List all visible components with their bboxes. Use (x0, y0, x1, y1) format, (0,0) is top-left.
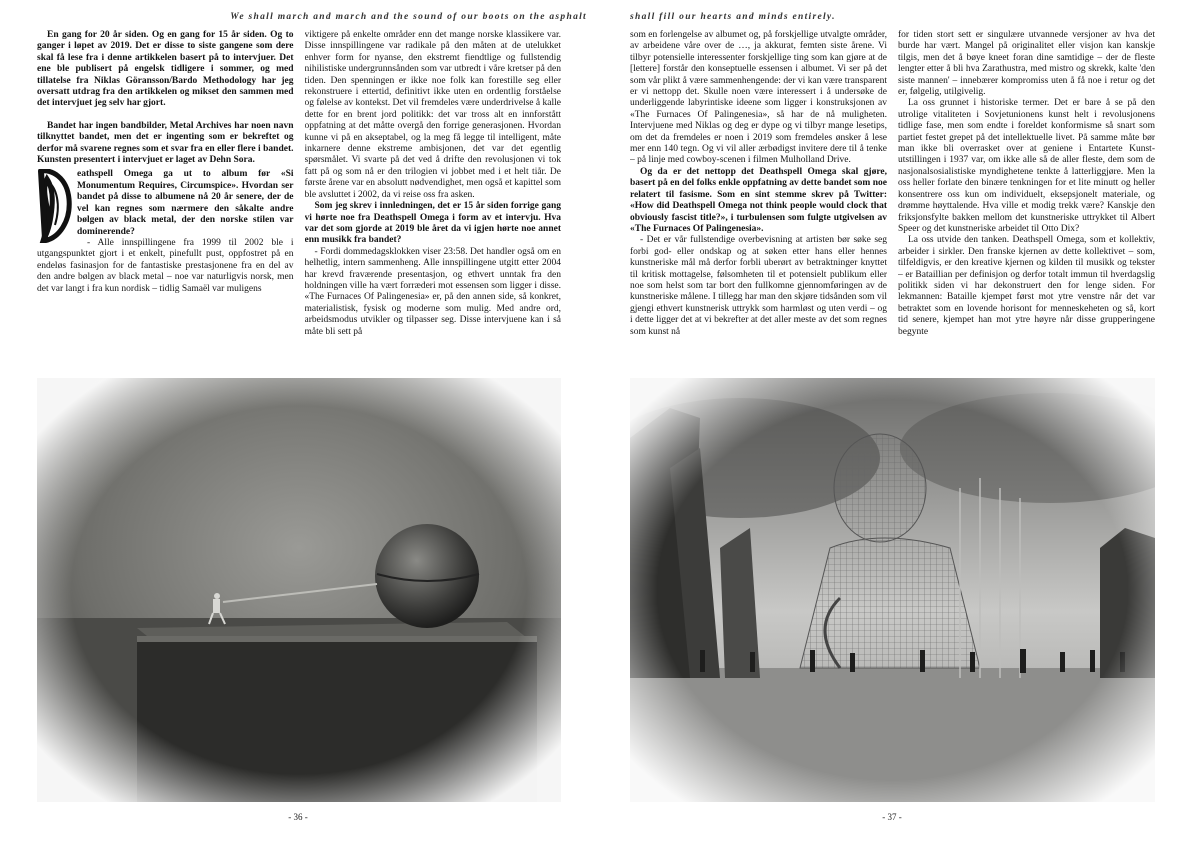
answer-1-continued: viktigere på enkelte områder enn det mange norske klassikere var. Disse innspillingene var radikale på den måten at de utelukket enhver form for nyanse, den ekstremt fiendtlige og fullstendig nihilistiske undergrunnsånden som var utbredt i våre kretser på den tiden. Den spenningen er ikke noe folk kan forestille seg eller rekonstruere i ettertid, definitivt ikke uten en ordentlig forståelse og følelse av kontekst. Det vil fremdeles være underdrivelse å kalle dette for en brent jord politikk: det var tross alt en innforstått oppfatning at det måtte overgå den forrige generasjonen. Hvordan kunne vi på en akseptabel, og la meg få legge til intelligent, måte inkarnere denne ekstreme ambisjonen, det var det egentlig spørsmålet. Vi svarte på det ved å drifte den revolusjonen vi tok fatt på og som nå er den trilogien vi jobbet med i et helt tiår. De første årene var en absolutt nødvendighet, men også et kapittel som ble avsluttet i 2002, da vi reise oss fra asken. (304, 30, 561, 200)
figure-pulling-sphere-artwork (37, 378, 561, 802)
right-column-1 (630, 30, 887, 348)
answer-1: - Alle innspillingene fra 1999 til 2002 ble i utgangspunktet gjort i et enkelt, pinefullt pust, oppfostret på en endeløs fasinasjon for de fantastiske prestasjonene fra en del av den andre bølgen av black metal – noe var naturligvis norsk, men det var langt i fra kun nordisk – tidlig Samaël var muligens (37, 237, 294, 294)
question-block (37, 169, 294, 237)
left-column-1 (37, 30, 294, 348)
answer-3-paragraph-2: La oss grunnet i historiske termer. Det er bare å se på den utrolige vitaliteten i Sovjetunionens kunst helt i revolusjonens tidlige fase, men som endte i foreldet konformisme så snart som partiet festet grepet på det intellektuelle livet. På samme måte bør man ikke bli overrasket over at geniene i Entartete Kunst-utstillingen i 1937 var, om ikke alle så de aller fleste, dem som de nasjonalsosialistiske myndighetene tenkte å latterliggjøre. Men la oss heller forlate den binære tenkningen for et lite minutt og heller konsentrere oss kun om individuelt, eksepsjonelt materiale, og drømme høyttalende. Hva ville et modig trekk være? Kanskje den friksjonsfylte bakken mellom det kunstneriske uttrykket til Albert Speer og det kunstneriske arbeidet til Otto Dix? (898, 98, 1155, 234)
question-1: eathspell Omega ga ut to album før «Si Monumentum Requires, Circumspice». Hvordan ser bandet på disse to albumene nå 20 år senere, der de vel kan regnes som nærmere den såkalte andre bølgen av black metal, der den norske stilen var dominerende? (77, 169, 294, 237)
left-column-2 (305, 30, 562, 348)
running-header-right: shall fill our hearts and minds entirely. (630, 12, 836, 22)
answer-2-continued: som en forlengelse av albumet og, på forskjellige utvalgte områder, av arbeidene våre over de …, ja akkurat, femten siste årene. Vi tilbyr potensielle interessenter forskjellige ting som kan gjøre at de [lettere] forstår den konseptuelle essensen i albumet. Vi ser på det som vår plikt å være sammenhengende: der vi kan være transparent er vi nettopp det. Skulle noen være interessert i å undersøke de underliggende labyrintiske ideene som ligger i konstruksjonen av «The Furnaces Of Palingenesia», så har de nå muligheten. Intervjuene med Niklas og deg er dype og vi tilbyr mange lesetips, om det da fremdeles er noen i 2019 som fremdeles ønsker å lese mer enn 140 tegn. Og vi vil aller ærbødigst invitere dere til å tenke – på linje med cowboy-scenen i filmen Mulholland Drive. (630, 30, 887, 166)
page-number-left: - 36 - (288, 812, 308, 822)
right-page (596, 0, 1191, 842)
question-2: Som jeg skrev i innledningen, det er 15 år siden forrige gang vi hørte noe fra Deathspell Omega i form av et intervju. Hva var det som gjorde at 2019 ble året da vi igjen hørte noe annet enn musikk fra bandet? (304, 201, 561, 246)
right-artwork-image (630, 378, 1155, 802)
running-header-left: We shall march and march and the sound of our boots on the asphalt (230, 12, 587, 22)
dropcap-d-icon (37, 169, 73, 243)
left-text-columns (37, 30, 561, 348)
answer-3-paragraph-3: La oss utvide den tanken. Deathspell Omega, som et kollektiv, arbeider i sirkler. Den franske kjernen av dette kollektivet – som, tilfeldigvis, er den kreative kjernen og kilden til musikk og tekster – er Bataillian per definisjon og derfor totalt immun til hverdagslig politikk siden vi har dekonstruert den for lenge siden. For lekmannen: Bataille kjempet først mot ytre venstre når det var betraktet som en lovende horisont for menneskeheten og så, kort tid senere, kjempet han mot ytre høyre når disse grupperingene begynte (898, 235, 1155, 337)
right-text-columns (630, 30, 1155, 348)
answer-2: - Fordi dommedagsklokken viser 23:58. Det handler også om en helhetlig, intern sammenheng. Alle innspillingene utgitt etter 2004 har krevd fraværende presentasjon, og ethvert unntak fra den holdningen ville ha vært forræderi mot essensen som ligger i disse. «The Furnaces Of Palingenesia» er, på den annen side, så konkret, materialistisk, fysisk og moderne som mulig. Med andre ord, arbeidsmodus utvikler og tilpasser seg. Disse intervjuene kan i så måte bli sett på (304, 246, 561, 337)
answer-3: - Det er vår fullstendige overbevisning at artisten bør søke seg forbi god- eller ondskap og at søken etter hans eller hennes kunstneriske mål må derfor forbli uberørt av betraktninger knyttet til kritisk mottagelse, følsomheten til et potensielt publikum eller noe som helst som tar bort den fullkomne gjennomføringen av de kunstneriske målene. I tillegg har man den skjøre tidsånden som vil gjengi ethvert kunstnerisk uttrykk som harmløst og uten verdi – og i dette ligger det at vi bekrefter at det aller meste av det som regnes som kunst nå (630, 235, 887, 337)
question-3: Og da er det nettopp det Deathspell Omega skal gjøre, basert på en del folks enkle oppfatning av dette bandet som noe relatert til fasisme. Som en sint stemme skrev på Twitter: «How did Deathspell Omega not think people would clock that obviously fascist title?», i turbulensen som fulgte utgivelsen av «The Furnaces Of Palingenesia». (630, 166, 887, 234)
giant-wireframe-figure-cityscape-artwork (630, 378, 1155, 802)
left-artwork-image (37, 378, 561, 802)
band-note-paragraph: Bandet har ingen bandbilder, Metal Archives har noen navn tilknyttet bandet, men det er ingenting som er bekreftet og derfor må svarene regnes som et svar fra en eller flere i bandet. Kunsten presentert i intervjuet er laget av Dehn Sora. (37, 120, 294, 166)
right-column-2 (898, 30, 1155, 348)
answer-3-continued: for tiden stort sett er singulære utvannede versjoner av hva det burde har vært. Mangel på originalitet eller visjon kan kanskje tilgis, men det å bøye kneet foran dine samtidige – der de fleste lengter etter å bli hva Zarathustra, med mistro og skrekk, kalte 'den siste mannen' – innebærer kompromiss uten å få noe i retur og det er, følgelig, utilgivelig. (898, 30, 1155, 98)
page-number-right: - 37 - (882, 812, 902, 822)
left-page (0, 0, 595, 842)
intro-paragraph: En gang for 20 år siden. Og en gang for 15 år siden. Og to ganger i løpet av 2019. Det er disse to siste gangene som dere skal få lese fra i denne artikkelen basert på to intervjuer. Det ene ble publisert på engelsk tidligere i sommer, og med tillatelse fra Niklas Göransson/Bardo Methodology har jeg oversatt utdrag fra den artikkelen og mikset den sammen med det intervjuet jeg selv har gjort. (37, 30, 294, 109)
